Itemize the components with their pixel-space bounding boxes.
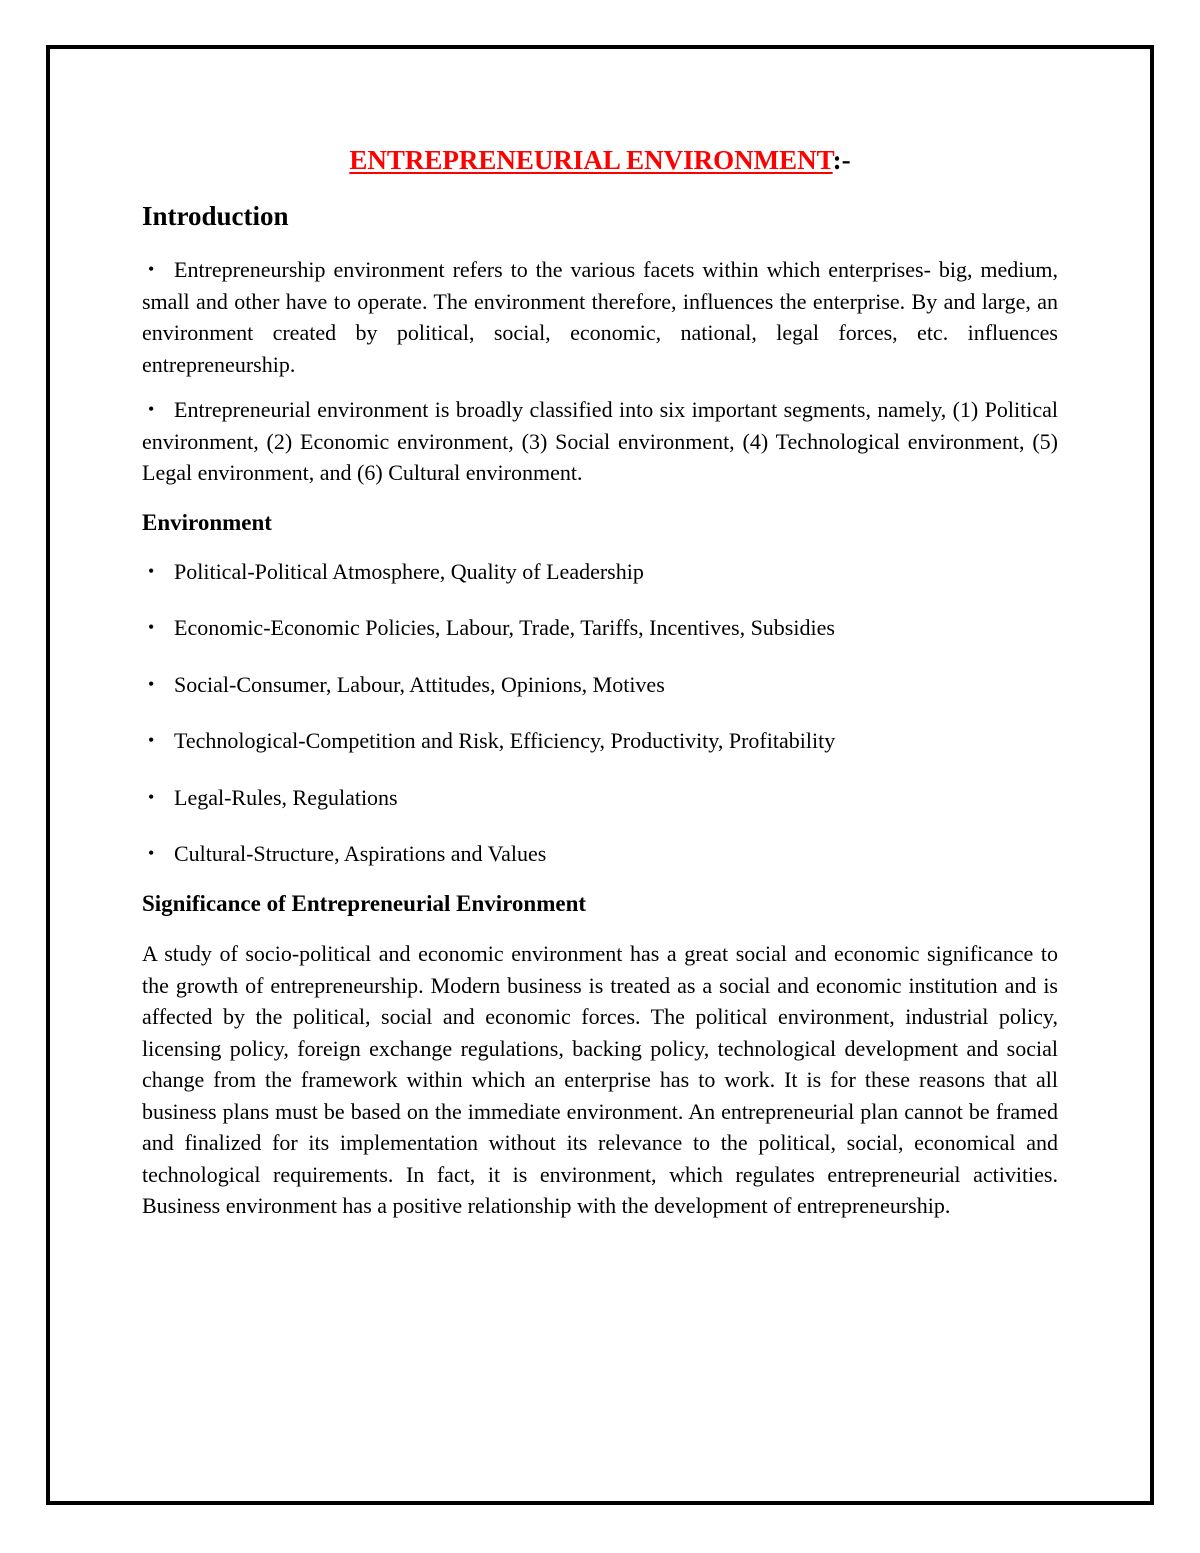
list-item: [142, 724, 1058, 757]
environment-list: [142, 555, 1058, 871]
list-item: [142, 781, 1058, 814]
document-content: [142, 140, 1058, 1222]
introduction-heading: Introduction: [142, 201, 289, 231]
list-item: [142, 611, 1058, 644]
list-item: [142, 668, 1058, 701]
significance-paragraph: A study of socio-political and economic environment has a great social and economic significance to the growth of entrepreneurship. Modern business is treated as a social and economic institution and is affected by the political, social and economic forces. The political environment, industrial policy, licensing policy, foreign exchange regulations, backing policy, technological development and social change from the framework within which an enterprise has to work. It is for these reasons that all business plans must be based on the immediate environment. An entrepreneurial plan cannot be framed and finalized for its implementation without its relevance to the political, social, economical and technological requirements. In fact, it is environment, which regulates entrepreneurial activities. Business environment has a positive relationship with the development of entrepreneurship.: [142, 941, 1058, 1218]
intro-paragraph-1: [142, 254, 1058, 380]
bullet-icon: •: [148, 560, 155, 581]
environment-heading: Environment: [142, 509, 272, 535]
list-item: [142, 837, 1058, 870]
list-item-text: Legal-Rules, Regulations: [174, 784, 398, 810]
bullet-icon: •: [148, 673, 155, 694]
list-item: [142, 555, 1058, 588]
bullet-icon: •: [148, 730, 155, 750]
title-main: ENTREPRENEURIAL ENVIRONMENT: [349, 145, 833, 175]
bullet-icon: •: [148, 399, 155, 419]
bullet-icon: •: [148, 617, 155, 637]
intro-paragraph-1-text: Entrepreneurship environment refers to the various facets within which enterprises- big, medium, small and other have to operate. The environment therefore, influences the enterprise. By and large, an environment created by political, social, economic, national, legal forces, etc. influences entrepreneurship.: [142, 257, 1058, 377]
title-suffix: :-: [832, 145, 851, 175]
list-item-text: Cultural-Structure, Aspirations and Values: [174, 841, 547, 866]
list-item-text: Economic-Economic Policies, Labour, Trade, Tariffs, Incentives, Subsidies: [174, 615, 835, 640]
bullet-icon: •: [148, 786, 155, 807]
bullet-icon: •: [148, 843, 155, 863]
list-item-text: Technological-Competition and Risk, Efficiency, Productivity, Profitability: [174, 728, 836, 753]
significance-heading: Significance of Entrepreneurial Environment: [142, 891, 587, 916]
document-title: [142, 140, 1058, 180]
intro-paragraph-2: [142, 394, 1058, 489]
bullet-icon: •: [148, 259, 155, 279]
intro-paragraph-2-text: Entrepreneurial environment is broadly classified into six important segments, namely, (1) Political environment, (2) Economic environment, (3) Social environment, (4) Technological environment, (5) Legal environment, and (6) Cultural environment.: [142, 397, 1058, 485]
list-item-text: Political-Political Atmosphere, Quality of Leadership: [174, 558, 644, 584]
list-item-text: Social-Consumer, Labour, Attitudes, Opinions, Motives: [174, 671, 665, 697]
